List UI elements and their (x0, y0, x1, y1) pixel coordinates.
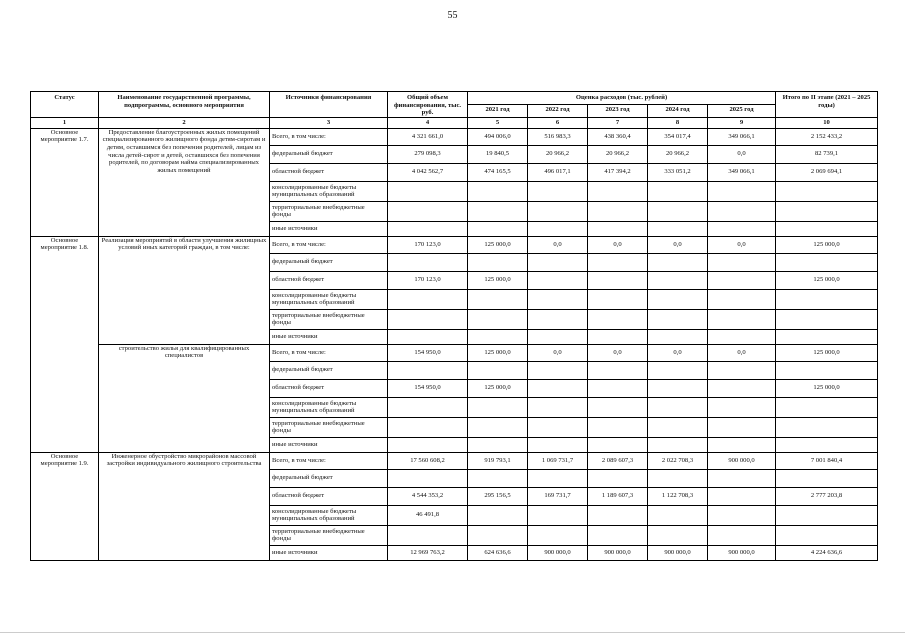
value-cell-y2023 (588, 417, 648, 437)
header-total: Общий объем финансирования, тыс. руб. (388, 92, 468, 118)
value-cell-y2023: 1 189 607,3 (588, 487, 648, 505)
value-cell-stage (776, 289, 878, 309)
value-cell-y2021 (468, 469, 528, 487)
value-cell-y2022 (528, 437, 588, 452)
value-cell-y2024 (648, 361, 708, 379)
value-cell-total: 12 969 763,2 (388, 545, 468, 560)
value-cell-y2023 (588, 181, 648, 201)
source-cell: федеральный бюджет (270, 361, 388, 379)
source-cell: территориальные внебюджетные фонды (270, 201, 388, 221)
value-cell-y2024 (648, 253, 708, 271)
column-number: 3 (270, 117, 388, 128)
value-cell-total: 4 544 353,2 (388, 487, 468, 505)
value-cell-total (388, 437, 468, 452)
source-cell: Всего, в том числе: (270, 344, 388, 361)
value-cell-y2022 (528, 505, 588, 525)
table-row (31, 128, 878, 145)
value-cell-stage (776, 253, 878, 271)
value-cell-y2021 (468, 181, 528, 201)
value-cell-y2023 (588, 505, 648, 525)
value-cell-y2021: 494 006,0 (468, 128, 528, 145)
value-cell-total (388, 397, 468, 417)
header-year: 2021 год (468, 104, 528, 117)
value-cell-y2022 (528, 329, 588, 344)
source-cell: территориальные внебюджетные фонды (270, 525, 388, 545)
value-cell-y2023 (588, 329, 648, 344)
column-number: 9 (708, 117, 776, 128)
value-cell-y2021: 919 793,1 (468, 452, 528, 469)
name-cell: Предоставление благоустроенных жилых помещений специализированного жилищного фонда детям-сиротам и детям, оставшимся без попечения родителей, лицам из числа детей-сирот и детей, оставшихся без попечения родителей, по договорам найма специализированных жилых помещений (99, 128, 270, 236)
name-cell: Реализация мероприятий в области улучшения жилищных условий иных категорий граждан, в том числе: (99, 236, 270, 344)
value-cell-y2022 (528, 361, 588, 379)
value-cell-y2023 (588, 201, 648, 221)
value-cell-y2023: 0,0 (588, 344, 648, 361)
value-cell-y2022 (528, 397, 588, 417)
value-cell-stage (776, 181, 878, 201)
value-cell-y2024: 900 000,0 (648, 545, 708, 560)
value-cell-stage: 2 777 203,8 (776, 487, 878, 505)
value-cell-y2021 (468, 253, 528, 271)
value-cell-y2021 (468, 221, 528, 236)
header-sources: Источники финансирования (270, 92, 388, 118)
value-cell-y2025: 349 066,1 (708, 163, 776, 181)
value-cell-y2025 (708, 505, 776, 525)
value-cell-stage (776, 505, 878, 525)
value-cell-y2025: 0,0 (708, 344, 776, 361)
value-cell-y2021 (468, 525, 528, 545)
source-cell: консолидированные бюджеты муниципальных образований (270, 505, 388, 525)
column-number-row (31, 117, 878, 128)
value-cell-y2021: 125 000,0 (468, 344, 528, 361)
column-number: 6 (528, 117, 588, 128)
source-cell: иные источники (270, 545, 388, 560)
value-cell-total: 170 123,0 (388, 236, 468, 253)
value-cell-y2023 (588, 469, 648, 487)
value-cell-y2022: 169 731,7 (528, 487, 588, 505)
value-cell-total: 154 950,0 (388, 379, 468, 397)
value-cell-stage (776, 329, 878, 344)
value-cell-y2021 (468, 505, 528, 525)
column-number: 7 (588, 117, 648, 128)
source-cell: иные источники (270, 221, 388, 236)
value-cell-y2023 (588, 525, 648, 545)
value-cell-y2021 (468, 361, 528, 379)
status-cell: Основное мероприятие 1.7. (31, 128, 99, 236)
table-body (31, 128, 878, 560)
source-cell: Всего, в том числе: (270, 452, 388, 469)
value-cell-stage (776, 397, 878, 417)
header-status: Статус (31, 92, 99, 118)
value-cell-stage (776, 201, 878, 221)
value-cell-stage (776, 309, 878, 329)
value-cell-total (388, 417, 468, 437)
value-cell-stage: 125 000,0 (776, 379, 878, 397)
value-cell-y2023: 20 966,2 (588, 145, 648, 163)
value-cell-total (388, 309, 468, 329)
value-cell-total (388, 289, 468, 309)
page-number: 55 (447, 10, 458, 21)
value-cell-y2024 (648, 505, 708, 525)
value-cell-y2022 (528, 271, 588, 289)
value-cell-y2024 (648, 221, 708, 236)
value-cell-total: 17 560 608,2 (388, 452, 468, 469)
value-cell-total: 154 950,0 (388, 344, 468, 361)
value-cell-y2021: 624 636,6 (468, 545, 528, 560)
value-cell-y2022 (528, 181, 588, 201)
value-cell-y2024 (648, 201, 708, 221)
value-cell-total (388, 525, 468, 545)
value-cell-y2021: 295 156,5 (468, 487, 528, 505)
value-cell-y2024: 0,0 (648, 236, 708, 253)
value-cell-y2024 (648, 379, 708, 397)
header-year: 2024 год (648, 104, 708, 117)
value-cell-y2025 (708, 309, 776, 329)
header-name: Наименование государственной программы, подпрограммы, основного мероприятия (99, 92, 270, 118)
value-cell-total: 170 123,0 (388, 271, 468, 289)
value-cell-y2021 (468, 329, 528, 344)
value-cell-y2025 (708, 329, 776, 344)
value-cell-y2021: 125 000,0 (468, 379, 528, 397)
source-cell: консолидированные бюджеты муниципальных образований (270, 397, 388, 417)
value-cell-y2022 (528, 221, 588, 236)
bottom-rule (0, 632, 905, 633)
value-cell-total (388, 329, 468, 344)
source-cell: областной бюджет (270, 487, 388, 505)
source-cell: областной бюджет (270, 163, 388, 181)
source-cell: иные источники (270, 437, 388, 452)
value-cell-y2023: 0,0 (588, 236, 648, 253)
value-cell-y2023: 2 089 607,3 (588, 452, 648, 469)
header-row (31, 92, 878, 105)
value-cell-y2023: 900 000,0 (588, 545, 648, 560)
value-cell-y2023 (588, 397, 648, 417)
value-cell-y2021: 19 840,5 (468, 145, 528, 163)
value-cell-y2023 (588, 437, 648, 452)
value-cell-y2024: 333 051,2 (648, 163, 708, 181)
value-cell-y2022 (528, 525, 588, 545)
source-cell: федеральный бюджет (270, 145, 388, 163)
header-year: 2022 год (528, 104, 588, 117)
value-cell-total (388, 201, 468, 221)
source-cell: консолидированные бюджеты муниципальных образований (270, 181, 388, 201)
value-cell-y2022 (528, 289, 588, 309)
value-cell-y2024: 20 966,2 (648, 145, 708, 163)
value-cell-y2024 (648, 469, 708, 487)
value-cell-y2022 (528, 309, 588, 329)
value-cell-y2025 (708, 201, 776, 221)
source-cell: территориальные внебюджетные фонды (270, 417, 388, 437)
value-cell-y2024 (648, 437, 708, 452)
value-cell-total (388, 361, 468, 379)
value-cell-stage (776, 221, 878, 236)
value-cell-y2025: 0,0 (708, 145, 776, 163)
value-cell-y2025 (708, 221, 776, 236)
value-cell-y2025: 900 000,0 (708, 545, 776, 560)
value-cell-y2025: 349 066,1 (708, 128, 776, 145)
value-cell-y2021 (468, 397, 528, 417)
value-cell-total: 46 491,8 (388, 505, 468, 525)
value-cell-stage: 2 069 694,1 (776, 163, 878, 181)
value-cell-y2025 (708, 417, 776, 437)
value-cell-y2025 (708, 437, 776, 452)
value-cell-y2025 (708, 271, 776, 289)
value-cell-y2024 (648, 289, 708, 309)
value-cell-y2024 (648, 181, 708, 201)
value-cell-y2024 (648, 309, 708, 329)
value-cell-y2023 (588, 253, 648, 271)
value-cell-total (388, 221, 468, 236)
status-cell: Основное мероприятие 1.9. (31, 452, 99, 560)
value-cell-y2022: 496 017,1 (528, 163, 588, 181)
column-number: 2 (99, 117, 270, 128)
source-cell: федеральный бюджет (270, 253, 388, 271)
value-cell-stage (776, 437, 878, 452)
value-cell-stage (776, 417, 878, 437)
source-cell: Всего, в том числе: (270, 236, 388, 253)
value-cell-y2023: 417 394,2 (588, 163, 648, 181)
value-cell-y2023 (588, 379, 648, 397)
value-cell-y2021 (468, 201, 528, 221)
source-cell: иные источники (270, 329, 388, 344)
value-cell-y2021 (468, 417, 528, 437)
value-cell-y2025 (708, 487, 776, 505)
value-cell-y2024: 0,0 (648, 344, 708, 361)
value-cell-y2023 (588, 289, 648, 309)
value-cell-y2022: 900 000,0 (528, 545, 588, 560)
value-cell-y2023 (588, 361, 648, 379)
value-cell-y2024 (648, 417, 708, 437)
source-cell: Всего, в том числе: (270, 128, 388, 145)
value-cell-y2022 (528, 417, 588, 437)
value-cell-y2025 (708, 361, 776, 379)
source-cell: территориальные внебюджетные фонды (270, 309, 388, 329)
value-cell-total (388, 253, 468, 271)
name-cell: строительство жилья для квалифицированных специалистов (99, 344, 270, 452)
value-cell-y2025: 900 000,0 (708, 452, 776, 469)
column-number: 8 (648, 117, 708, 128)
table-row (31, 344, 878, 361)
value-cell-y2022: 20 966,2 (528, 145, 588, 163)
value-cell-y2021: 125 000,0 (468, 236, 528, 253)
value-cell-y2022 (528, 469, 588, 487)
column-number: 5 (468, 117, 528, 128)
value-cell-y2023 (588, 271, 648, 289)
header-estimate: Оценка расходов (тыс. рублей) (468, 92, 776, 105)
value-cell-y2025: 0,0 (708, 236, 776, 253)
table-row (31, 236, 878, 253)
value-cell-y2024 (648, 397, 708, 417)
value-cell-y2022 (528, 201, 588, 221)
header-stage-total: Итого по II этапе (2021 – 2025 годы) (776, 92, 878, 118)
value-cell-y2022: 516 983,3 (528, 128, 588, 145)
value-cell-y2021: 125 000,0 (468, 271, 528, 289)
table-row (31, 452, 878, 469)
value-cell-total: 279 098,3 (388, 145, 468, 163)
value-cell-y2024 (648, 329, 708, 344)
value-cell-y2022: 1 069 731,7 (528, 452, 588, 469)
value-cell-total: 4 042 562,7 (388, 163, 468, 181)
value-cell-y2021 (468, 309, 528, 329)
value-cell-y2024 (648, 271, 708, 289)
header-year: 2025 год (708, 104, 776, 117)
value-cell-y2025 (708, 379, 776, 397)
source-cell: областной бюджет (270, 271, 388, 289)
value-cell-y2021: 474 165,5 (468, 163, 528, 181)
value-cell-y2024: 1 122 708,3 (648, 487, 708, 505)
column-number: 1 (31, 117, 99, 128)
source-cell: федеральный бюджет (270, 469, 388, 487)
value-cell-y2024: 354 017,4 (648, 128, 708, 145)
value-cell-stage (776, 361, 878, 379)
value-cell-y2021 (468, 437, 528, 452)
value-cell-y2022 (528, 379, 588, 397)
header-year: 2023 год (588, 104, 648, 117)
column-number: 10 (776, 117, 878, 128)
value-cell-y2024 (648, 525, 708, 545)
value-cell-stage: 125 000,0 (776, 271, 878, 289)
value-cell-y2025 (708, 181, 776, 201)
value-cell-stage: 4 224 636,6 (776, 545, 878, 560)
value-cell-y2023 (588, 221, 648, 236)
value-cell-total (388, 181, 468, 201)
source-cell: областной бюджет (270, 379, 388, 397)
value-cell-total: 4 321 661,0 (388, 128, 468, 145)
value-cell-stage: 82 739,1 (776, 145, 878, 163)
value-cell-stage: 125 000,0 (776, 236, 878, 253)
value-cell-y2025 (708, 253, 776, 271)
value-cell-stage: 7 001 840,4 (776, 452, 878, 469)
value-cell-y2023 (588, 309, 648, 329)
status-cell: Основное мероприятие 1.8. (31, 236, 99, 452)
value-cell-stage (776, 525, 878, 545)
value-cell-y2022: 0,0 (528, 236, 588, 253)
column-number: 4 (388, 117, 468, 128)
value-cell-y2021 (468, 289, 528, 309)
value-cell-y2025 (708, 525, 776, 545)
value-cell-stage: 2 152 433,2 (776, 128, 878, 145)
value-cell-y2022 (528, 253, 588, 271)
value-cell-y2022: 0,0 (528, 344, 588, 361)
value-cell-y2025 (708, 469, 776, 487)
value-cell-y2024: 2 022 708,3 (648, 452, 708, 469)
value-cell-stage: 125 000,0 (776, 344, 878, 361)
financing-table (30, 91, 878, 561)
value-cell-y2023: 438 360,4 (588, 128, 648, 145)
source-cell: консолидированные бюджеты муниципальных образований (270, 289, 388, 309)
value-cell-y2025 (708, 289, 776, 309)
value-cell-stage (776, 469, 878, 487)
value-cell-total (388, 469, 468, 487)
value-cell-y2025 (708, 397, 776, 417)
name-cell: Инженерное обустройство микрорайонов массовой застройки индивидуального жилищного строительства (99, 452, 270, 560)
